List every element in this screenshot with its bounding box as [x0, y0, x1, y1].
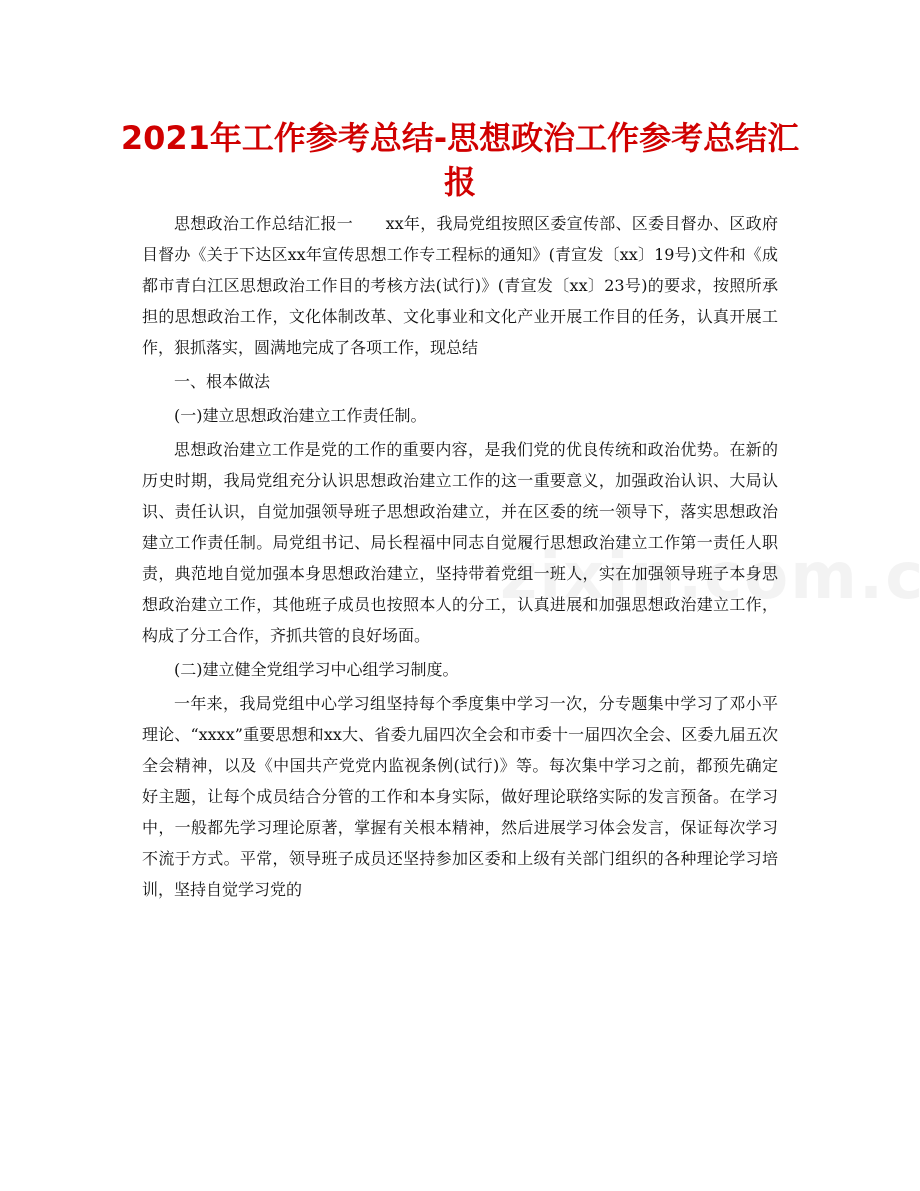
- document-body: [142, 208, 778, 908]
- subheading-study-system: (二)建立健全党组学习中心组学习制度。: [174, 660, 459, 679]
- subheading-responsibility-system: (一)建立思想政治建立工作责任制。: [174, 406, 427, 425]
- document-title: 2021年工作参考总结-思想政治工作参考总结汇报: [120, 119, 800, 201]
- section-heading-basic-methods: 一、根本做法: [174, 372, 271, 391]
- paragraph-responsibility: 思想政治建立工作是党的工作的重要内容，是我们党的优良传统和政治优势。在新的历史时期，我局党组充分认识思想政治建立工作的这一重要意义，加强政治认识、大局认识、责任认识，自觉加强领导班子思想政治建立，并在区委的统一领导下，落实思想政治建立工作责任制。局党组书记、局长程福中同志自觉履行思想政治建立工作第一责任人职责，典范地自觉加强本身思想政治建立，坚持带着党组一班人，实在加强领导班子本身思想政治建立工作，其他班子成员也按照本人的分工，认真进展和加强思想政治建立工作，构成了分工合作，齐抓共管的良好场面。: [142, 440, 778, 645]
- paragraph-intro: 思想政治工作总结汇报一 xx年，我局党组按照区委宣传部、区委目督办、区政府目督办《关于下达区xx年宣传思想工作专工程标的通知》(青宣发〔xx〕19号)文件和《成都市青白江区思想政治工作目的考核方法(试行)》(青宣发〔xx〕23号)的要求，按照所承担的思想政治工作，文化体制改革、文化事业和文化产业开展工作目的任务，认真开展工作，狠抓落实，圆满地完成了各项工作，现总结: [142, 214, 778, 357]
- paragraph-study: 一年来，我局党组中心学习组坚持每个季度集中学习一次，分专题集中学习了邓小平理论、“xxxx”重要思想和xx大、省委九届四次全会和市委十一届四次全会、区委九届五次全会精神，以及《中国共产党党内监视条例(试行)》等。每次集中学习之前，都预先确定好主题，让每个成员结合分管的工作和本身实际，做好理论联络实际的发言预备。在学习中，一般都先学习理论原著，掌握有关根本精神，然后进展学习体会发言，保证每次学习不流于方式。平常，领导班子成员还坚持参加区委和上级有关部门组织的各种理论学习培训，坚持自觉学习党的: [142, 694, 778, 899]
